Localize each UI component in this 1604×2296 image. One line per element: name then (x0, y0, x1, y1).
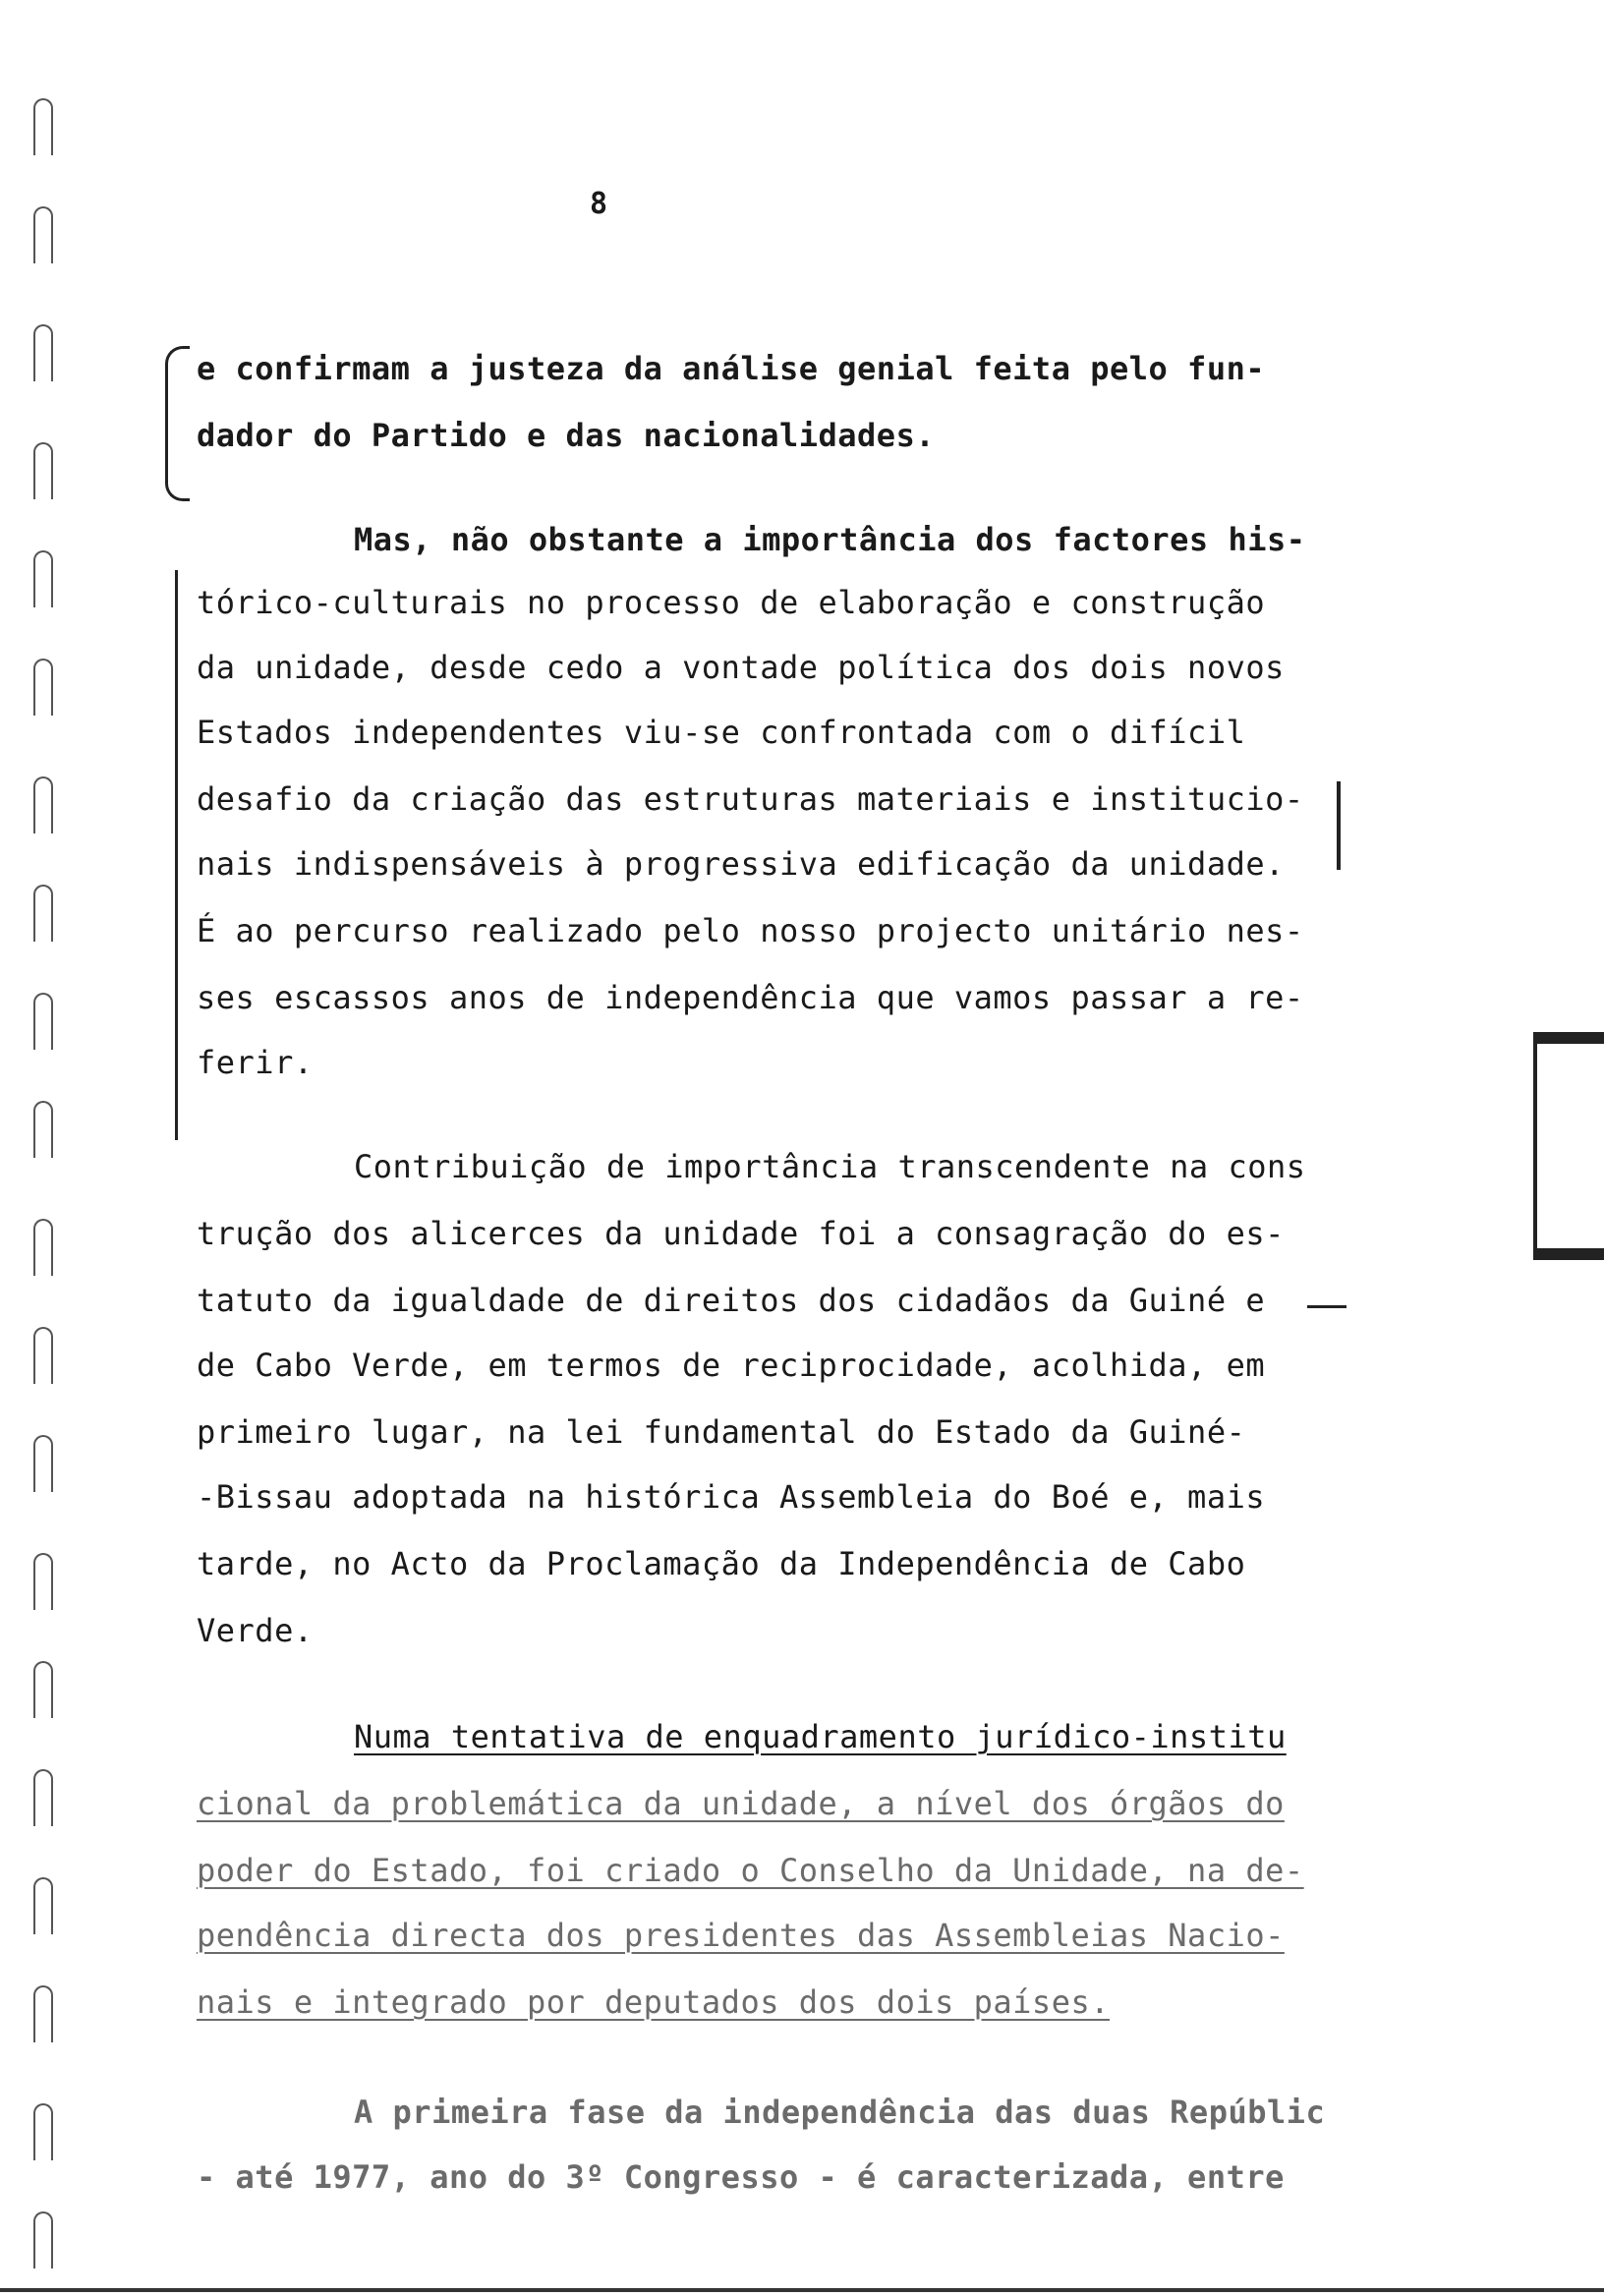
paragraph-2-line-6: nais indispensáveis à progressiva edificação da unidade. (197, 845, 1285, 883)
scan-mark (1533, 1248, 1604, 1260)
binder-hole (33, 993, 53, 1050)
paragraph-3-line-6: -Bissau adoptada na histórica Assembleia do Boé e, mais (197, 1478, 1266, 1516)
paragraph-2-line-2: tórico-culturais no processo de elaboração e construção (197, 584, 1266, 621)
paragraph-1-line-1: e confirmam a justeza da análise genial feita pelo fun- (197, 350, 1266, 387)
paragraph-5-line-1: A primeira fase da independência das duas Repúblic (354, 2094, 1326, 2131)
binder-hole (33, 1877, 53, 1934)
binder-hole (33, 1553, 53, 1610)
binder-hole (33, 1219, 53, 1276)
paragraph-2-line-4: Estados independentes viu-se confrontada com o difícil (197, 714, 1246, 751)
scan-bottom-edge (0, 2288, 1604, 2292)
binder-hole (33, 1985, 53, 2042)
paragraph-2-line-8: ses escassos anos de independência que vamos passar a re- (197, 979, 1304, 1016)
paragraph-4-line-5: nais e integrado por deputados dos dois países. (197, 1983, 1110, 2021)
binder-hole (33, 2211, 53, 2268)
scan-mark (1533, 1032, 1604, 1044)
binder-hole (33, 659, 53, 716)
binder-hole (33, 1435, 53, 1492)
paragraph-3-line-2: trução dos alicerces da unidade foi a consagração do es- (197, 1215, 1285, 1252)
paragraph-3-line-3: tatuto da igualdade de direitos dos cidadãos da Guiné e (197, 1282, 1266, 1319)
binder-hole (33, 550, 53, 607)
binder-hole (33, 1327, 53, 1384)
binder-hole (33, 206, 53, 263)
paragraph-2-line-7: É ao percurso realizado pelo nosso projecto unitário nes- (197, 912, 1304, 949)
binder-hole (33, 885, 53, 942)
margin-bracket (165, 346, 190, 501)
paragraph-4-line-2: cional da problemática da unidade, a nível dos órgãos do (197, 1785, 1285, 1822)
binder-hole (33, 1101, 53, 1158)
margin-bracket (175, 570, 192, 1140)
margin-mark (1337, 781, 1341, 870)
paragraph-2-line-1: Mas, não obstante a importância dos factores his- (354, 521, 1306, 558)
paragraph-3-line-7: tarde, no Acto da Proclamação da Independência de Cabo (197, 1545, 1246, 1582)
paragraph-2-line-3: da unidade, desde cedo a vontade política dos dois novos (197, 649, 1285, 686)
binder-hole (33, 442, 53, 499)
page-number: 8 (590, 187, 608, 221)
paragraph-5-line-2: - até 1977, ano do 3º Congresso - é caracterizada, entre (197, 2158, 1285, 2196)
binder-hole (33, 324, 53, 381)
binder-hole (33, 1661, 53, 1718)
paragraph-4-line-4: pendência directa dos presidentes das Assembleias Nacio- (197, 1917, 1285, 1954)
paragraph-2-line-9: ferir. (197, 1044, 314, 1081)
paragraph-3-line-1: Contribuição de importância transcendente na cons (354, 1148, 1306, 1185)
binder-hole (33, 98, 53, 155)
paragraph-4-line-1: Numa tentativa de enquadramento jurídico-institu (354, 1718, 1287, 1755)
binder-hole (33, 776, 53, 833)
binder-hole (33, 2103, 53, 2160)
paragraph-4-line-3: poder do Estado, foi criado o Conselho da Unidade, na de- (197, 1852, 1304, 1889)
paragraph-3-line-8: Verde. (197, 1612, 314, 1649)
scan-mark (1533, 1042, 1537, 1258)
paragraph-1-line-2: dador do Partido e das nacionalidades. (197, 417, 936, 454)
paragraph-3-line-5: primeiro lugar, na lei fundamental do Estado da Guiné- (197, 1413, 1246, 1451)
paragraph-3-line-4: de Cabo Verde, em termos de reciprocidade, acolhida, em (197, 1347, 1266, 1384)
binder-hole (33, 1769, 53, 1826)
margin-dash (1307, 1305, 1346, 1308)
paragraph-2-line-5: desafio da criação das estruturas materiais e institucio- (197, 780, 1304, 818)
